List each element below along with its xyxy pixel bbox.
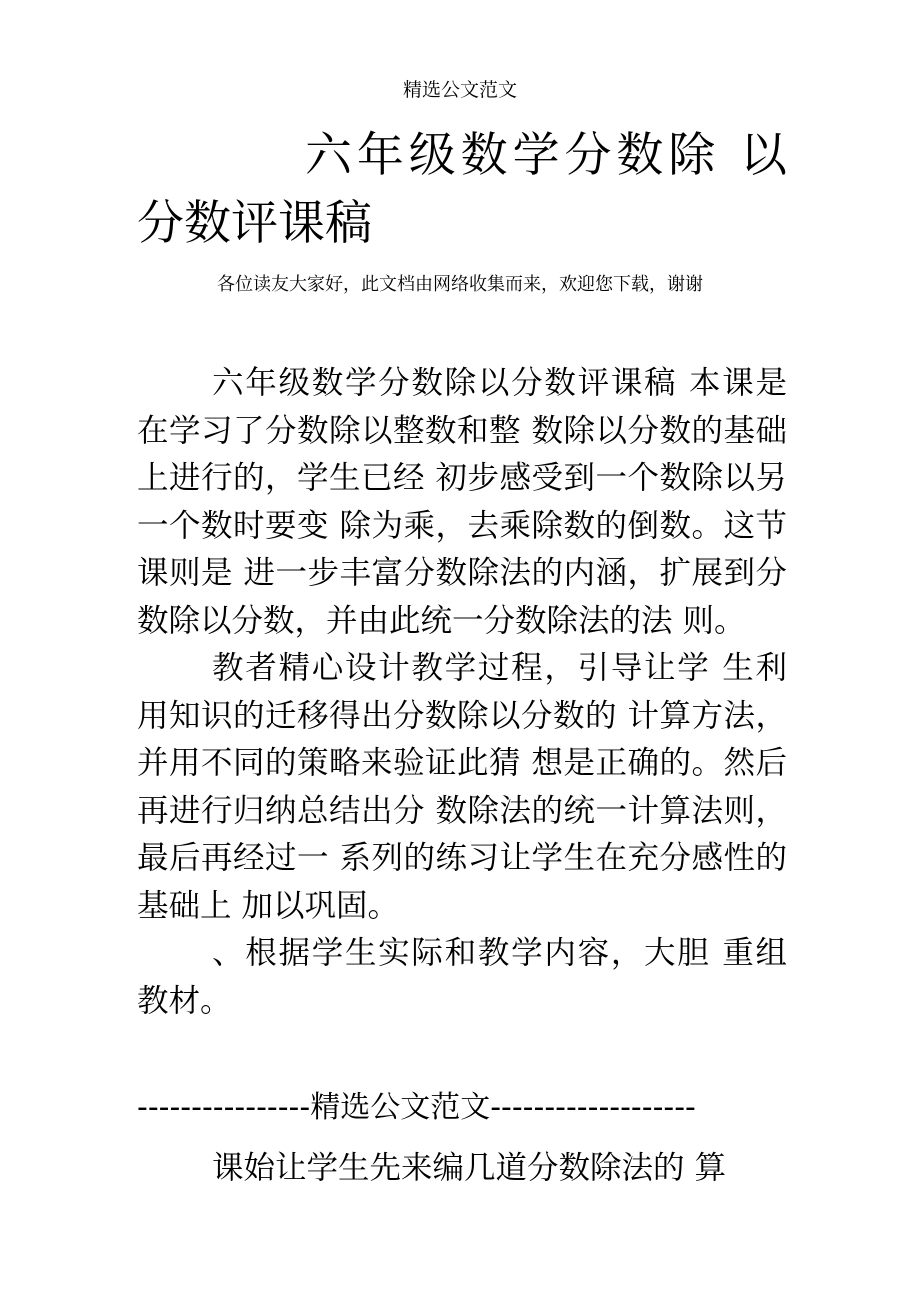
document-title: 六年级数学分数除 以分数评课稿 <box>137 128 787 251</box>
paragraph-2: 教者精心设计教学过程，引导让学 生利用知识的迁移得出分数除以分数的 计算方法，并用不同的策略来验证此猜 想是正确的。然后再进行归纳总结出分 数除法的统一计算法则，最后再经过一 系列的练习让学生在充分感性的基础上 加以巩固。 <box>137 650 787 924</box>
paragraph-4: 课始让学生先来编几道分数除法的 算 <box>212 1150 727 1186</box>
document-body <box>137 360 787 1025</box>
section-divider: ----------------精选公文范文------------------- <box>137 1090 696 1125</box>
paragraph-3: 、根据学生实际和教学内容，大胆 重组教材。 <box>137 935 787 1019</box>
document-body-continued <box>137 1145 787 1193</box>
header-label: 精选公文范文 <box>402 79 517 101</box>
paragraph-1: 六年级数学分数除以分数评课稿 本课是在学习了分数除以整数和整 数除以分数的基础上进行的，学生已经 初步感受到一个数除以另一个数时要变 除为乘，去乘除数的倒数。这节课则是 进一步丰富分数除法的内涵，扩展到分 数除以分数，并由此统一分数除法的法 则。 <box>137 365 787 639</box>
document-subtitle: 各位读友大家好，此文档由网络收集而来，欢迎您下载，谢谢 <box>217 274 703 295</box>
